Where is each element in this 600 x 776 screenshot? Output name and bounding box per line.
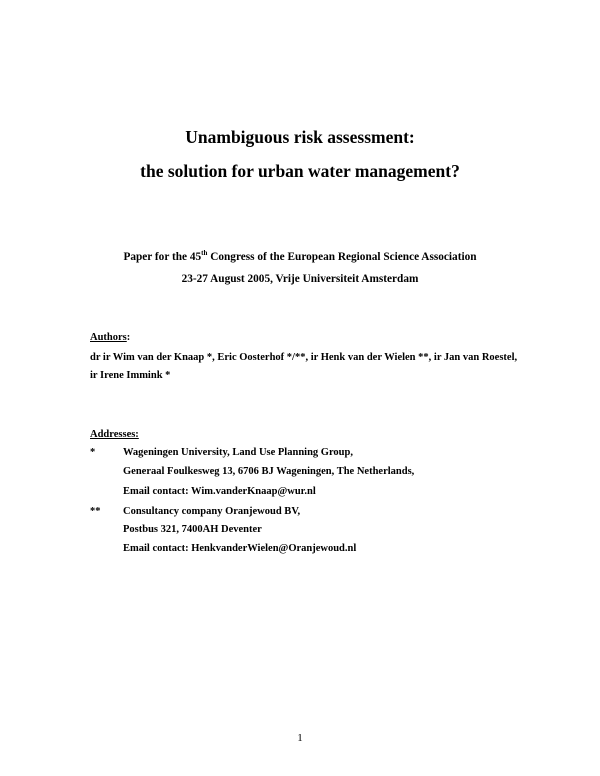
address-marker-2: ** — [90, 506, 101, 517]
address-marker-1: * — [90, 447, 96, 458]
addresses-heading — [90, 428, 139, 442]
paper-title-line-1: Unambiguous risk assessment: — [185, 127, 415, 147]
address-entry-1-text-1: Wageningen University, Land Use Planning Group, — [123, 447, 353, 458]
authors-heading — [90, 331, 130, 345]
paper-title-line-2: the solution for urban water management? — [140, 161, 460, 181]
authors-heading-label: Authors — [90, 332, 127, 343]
conference-prefix: Paper for the 45 — [123, 251, 202, 263]
ordinal-superscript: th — [201, 249, 208, 257]
address-entry-1-line-2: Generaal Foulkesweg 13, 6706 BJ Wageningen, The Netherlands, — [123, 466, 415, 477]
conference-suffix: Congress of the European Regional Science Association — [207, 251, 477, 263]
address-entry-1-line-1 — [90, 446, 353, 460]
conference-line-1 — [0, 250, 600, 264]
address-entry-2-email: Email contact: HenkvanderWielen@Oranjewoud.nl — [123, 543, 357, 554]
address-entry-2-text-1: Consultancy company Oranjewoud BV, — [123, 506, 301, 517]
page-number: 1 — [297, 732, 303, 744]
authors-list: dr ir Wim van der Knaap *, Eric Oosterhof */**, ir Henk van der Wielen **, ir Jan van Roestel, ir Irene Immink * — [90, 352, 518, 381]
authors-heading-colon: : — [126, 332, 131, 343]
address-entry-2-line-2: Postbus 321, 7400AH Deventer — [123, 524, 262, 535]
addresses-heading-label: Addresses: — [90, 429, 139, 440]
conference-line-2: 23-27 August 2005, Vrije Universiteit Amsterdam — [181, 273, 419, 285]
address-entry-1-email: Email contact: Wim.vanderKnaap@wur.nl — [123, 486, 316, 497]
address-entry-2-line-1 — [90, 505, 301, 519]
